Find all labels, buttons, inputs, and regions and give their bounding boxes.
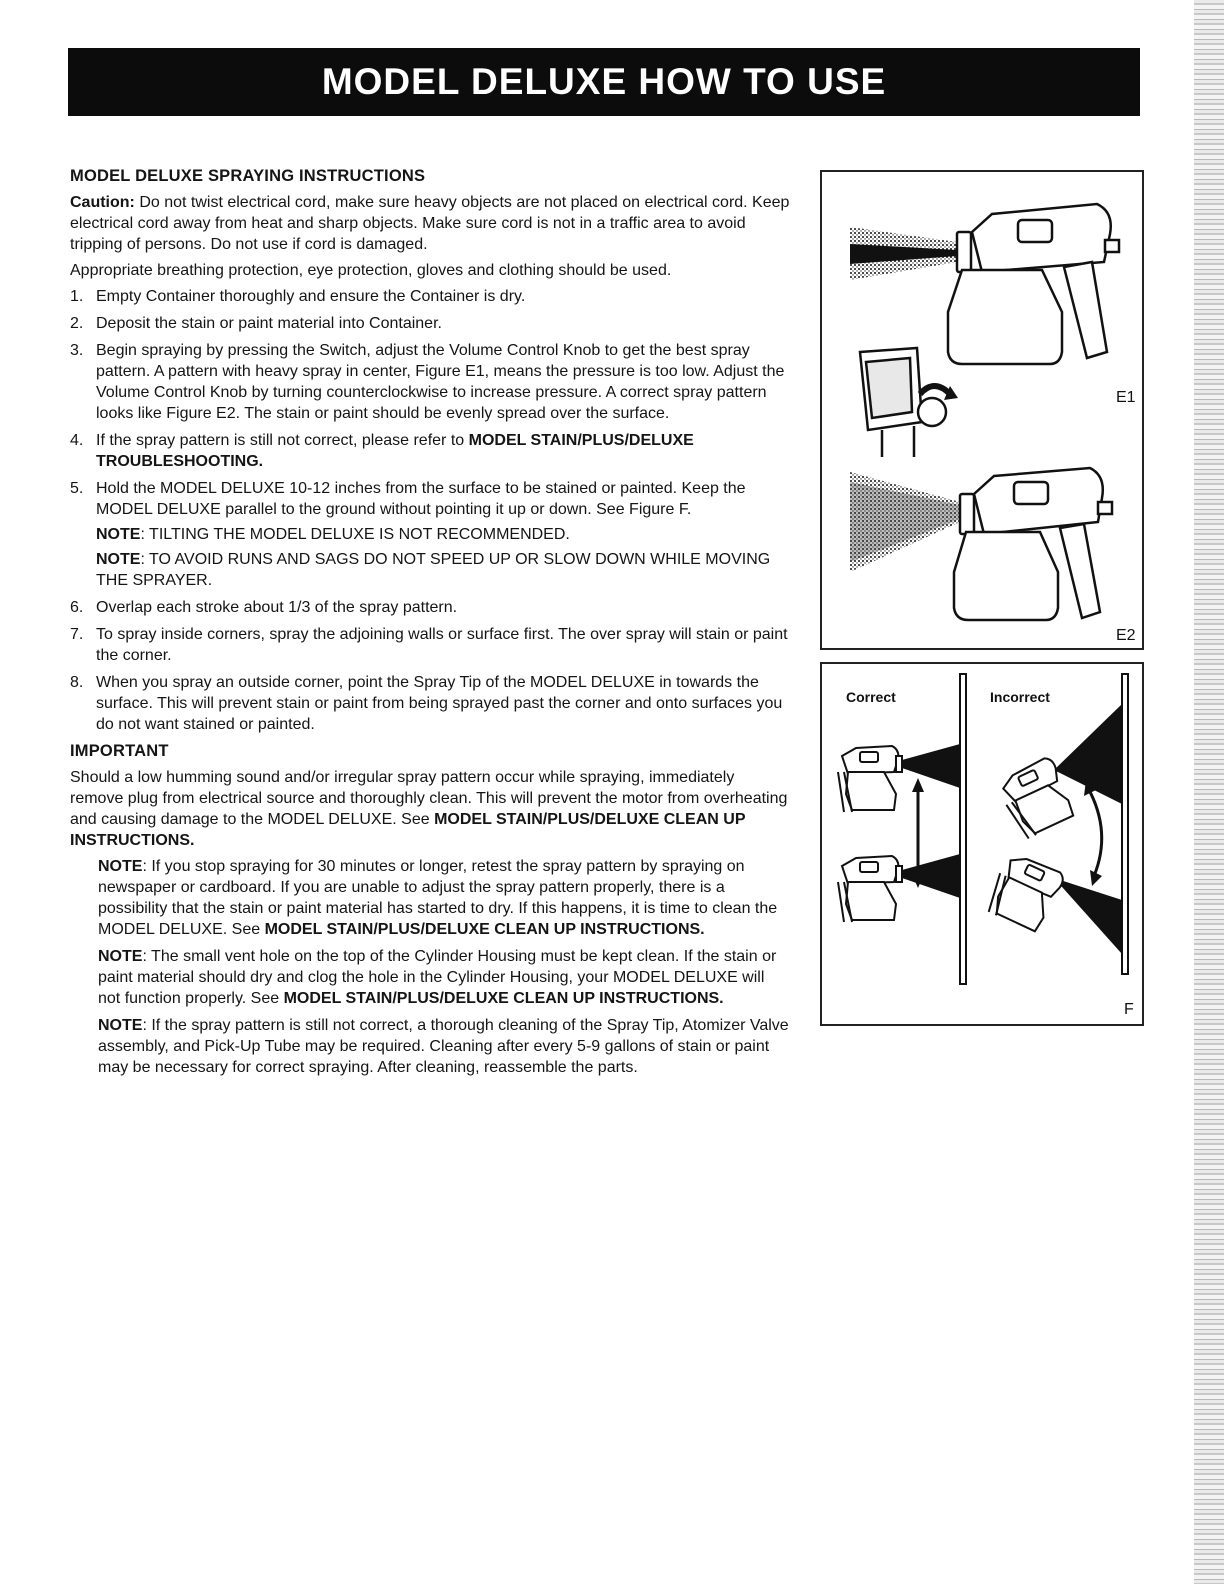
figure-e1-e2 [820,170,1144,650]
scan-edge [1194,0,1224,1584]
step-number: 1. [70,288,84,305]
note-label: NOTE [98,858,143,875]
step-text: To spray inside corners, spray the adjoining walls or surface first. The over spray will stain or paint the corner. [96,626,788,664]
note-label: NOTE [96,551,141,568]
important-note [98,1015,790,1078]
important-text: Should a low humming sound and/or irregular spray pattern occur while spraying, immediately remove plug from electrical source and thoroughly clean. This will prevent the motor from overheating and causing damage to the MODEL DELUXE. See [70,769,788,828]
step-number: 4. [70,432,84,449]
note-text: : TO AVOID RUNS AND SAGS DO NOT SPEED UP OR SLOW DOWN WHILE MOVING THE SPRAYER. [96,551,771,589]
note-text: : If you stop spraying for 30 minutes or longer, retest the spray pattern by spraying on newspaper or cardboard. If you are unable to adjust the spray pattern properly, there is a possibility that the stain or paint material has started to dry. If this happens, it is time to clean the MODEL DELUXE. See [98,858,778,938]
note-label: NOTE [98,948,143,965]
step-item [70,624,790,666]
spray-cone-heavy-center [850,227,957,280]
important-bold-reference: MODEL STAIN/PLUS/DELUXE CLEAN UP INSTRUCTIONS. [70,811,746,849]
figure-e2-label: E2 [1116,627,1136,644]
step-number: 2. [70,315,84,332]
step-note [96,524,790,545]
step-text: Deposit the stain or paint material into Container. [96,315,442,332]
sprayer-correct-top [838,746,902,812]
instructions-column [70,166,790,1084]
arc-motion-arrow-icon [1084,780,1102,886]
page-title-banner [68,48,1140,116]
note-text: : If the spray pattern is still not correct, a thorough cleaning of the Spray Tip, Atomizer Valve assembly, and Pick-Up Tube may be required. Cleaning after every 5-9 gallons of stain or paint may be necessary for correct spraying. After cleaning, reassemble the parts. [98,1017,789,1076]
note-bold-reference: MODEL STAIN/PLUS/DELUXE CLEAN UP INSTRUCTIONS. [283,990,724,1007]
sprayer-e2 [954,468,1112,620]
step-number: 5. [70,480,84,497]
step-bold-reference: MODEL STAIN/PLUS/DELUXE TROUBLESHOOTING. [96,432,694,470]
figure-e1-label: E1 [1116,389,1136,406]
note-label: NOTE [98,1017,143,1034]
steps-list [70,286,790,735]
step-item [70,313,790,334]
caution-text: Do not twist electrical cord, make sure heavy objects are not placed on electrical cord. Keep electrical cord away from heat and sharp objects. Make sure cord is not in a traffic area to avoid tripping of persons. Do not use if cord is damaged. [70,194,790,253]
section-heading: MODEL DELUXE SPRAYING INSTRUCTIONS [70,167,426,185]
step-item [70,478,790,591]
protection-text: Appropriate breathing protection, eye protection, gloves and clothing should be used. [70,262,672,279]
step-note [96,549,790,591]
page-title: MODEL DELUXE HOW TO USE [321,61,887,102]
step-text: When you spray an outside corner, point the Spray Tip of the MODEL DELUXE in towards the surface. This will prevent stain or paint from being sprayed past the corner and onto surfaces you do not want stained or painted. [96,674,783,733]
step-text: Overlap each stroke about 1/3 of the spray pattern. [96,599,458,616]
spray-correct-top [902,744,960,788]
sprayer-correct-bottom [838,856,902,922]
step-number: 3. [70,342,84,359]
important-heading: IMPORTANT [70,742,169,760]
step-item [70,286,790,307]
important-notes [98,856,790,1078]
incorrect-label: Incorrect [990,689,1050,705]
wall-divider [960,674,966,984]
figure-f-illustration [822,664,1142,1024]
volume-knob-inset [860,348,946,457]
important-note [98,856,790,940]
important-note [98,946,790,1009]
figure-e-illustration [822,172,1142,648]
note-text: : The small vent hole on the top of the Cylinder Housing must be kept clean. If the stain or paint material should dry and clog the hole in the Cylinder Housing, your MODEL DELUXE will not function properly. See [98,948,777,1007]
spray-correct-bottom [902,854,960,898]
step-item [70,597,790,618]
caution-paragraph [70,192,790,255]
step-text: Begin spraying by pressing the Switch, adjust the Volume Control Knob to get the best spray pattern. A pattern with heavy spray in center, Figure E1, means the pressure is too low. Adjust the Volume Control Knob by turning counterclockwise to increase pressure. A correct spray pattern looks like Figure E2. The stain or paint should be evenly spread over the surface. [96,342,785,422]
step-item [70,672,790,735]
figure-f [820,662,1144,1026]
step-number: 8. [70,674,84,691]
note-label: NOTE [96,526,141,543]
figure-f-label: F [1124,1001,1134,1018]
step-text: If the spray pattern is still not correct, please refer to [96,432,469,449]
caution-label: Caution: [70,194,135,211]
sprayer-incorrect-bottom [983,850,1066,935]
sprayer-e1 [948,204,1119,364]
note-bold-reference: MODEL STAIN/PLUS/DELUXE CLEAN UP INSTRUCTIONS. [264,921,705,938]
correct-label: Correct [846,689,896,705]
counterclockwise-arrow-icon [920,386,958,400]
step-number: 7. [70,626,84,643]
step-number: 6. [70,599,84,616]
wall-right [1122,674,1128,974]
spray-incorrect-bottom [1054,878,1122,954]
step-text: Empty Container thoroughly and ensure the Container is dry. [96,288,526,305]
step-item [70,430,790,472]
spray-cone-even [850,472,960,572]
important-paragraph [70,767,790,851]
step-text: Hold the MODEL DELUXE 10-12 inches from the surface to be stained or painted. Keep the MODEL DELUXE parallel to the ground without pointing it up or down. See Figure F. [96,480,746,518]
step-item [70,340,790,424]
note-text: : TILTING THE MODEL DELUXE IS NOT RECOMMENDED. [140,526,570,543]
